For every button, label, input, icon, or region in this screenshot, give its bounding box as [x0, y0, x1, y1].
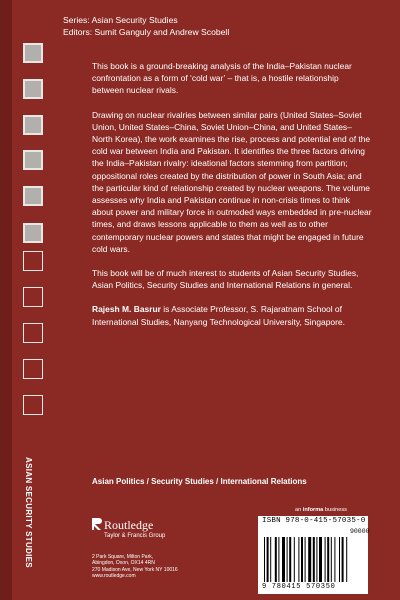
informa-suffix: business [323, 507, 347, 513]
filled-square-icon [23, 150, 43, 170]
editors-line: Editors: Sumit Ganguly and Andrew Scobell [63, 27, 230, 37]
spine-series-title: ASIAN SECURITY STUDIES [24, 457, 33, 568]
address-line: www.routledge.com [92, 573, 136, 580]
outline-square-icon [23, 359, 43, 379]
outline-square-icon [23, 395, 43, 415]
barcode-icon [264, 537, 362, 582]
cover-edge-strip [0, 0, 12, 600]
publisher-group: Taylor & Francis Group [104, 533, 166, 539]
outline-square-icon [23, 287, 43, 307]
author-bio-text: is Associate Professor, S. Rajaratnam School of International Studies, Nanyang Technological University, Singapore. [92, 304, 345, 327]
price-code: 90000 [350, 528, 370, 535]
blurb-paragraph-2: Drawing on nuclear rivalries between similar pairs (United States–Soviet Union, United States–China, Soviet Union–China, and United States–North Korea), the work examines the rise, process and potential end of the cold war between India and Pakistan. It identifies the three factors driving the India–Pakistan rivalry: ideational factors stemming from partition; oppositional roles created by the distribution of power in South Asia; and the particular kind of relationship created by nuclear weapons. The volume assesses why India and Pakistan continue in non-crisis times to think about power and military force in outmoded ways embedded in pre-nuclear times, and draws lessons applicable to them as well as to other contemporary nuclear powers and states that might be engaged in future cold wars. [92, 109, 372, 254]
informa-business-tag [295, 507, 347, 513]
blurb-paragraph-1: This book is a ground-breaking analysis of the India–Pakistan nuclear confrontation as a form of ‘cold war’ – that is, a hostile relationship between nuclear rivals. [92, 61, 352, 96]
author-bio [92, 303, 372, 327]
isbn-barcode-panel [258, 516, 368, 594]
filled-square-icon [23, 186, 43, 206]
outline-square-icon [23, 251, 43, 271]
address-line: 2 Park Square, Milton Park, [92, 554, 154, 560]
filled-square-icon [23, 43, 43, 63]
address-line: Abingdon, Oxon, OX14 4RN [92, 560, 155, 567]
routledge-logo-icon [91, 517, 103, 531]
series-line: Series: Asian Security Studies [63, 15, 178, 25]
blurb-paragraph-3: This book will be of much interest to students of Asian Security Studies, Asian Politics, Security Studies and International Relations in general. [92, 268, 359, 291]
barcode-digits: 9 780415 570350 [262, 583, 336, 591]
outline-square-icon [23, 323, 43, 343]
isbn-label: ISBN 978-0-415-57035-0 [262, 517, 366, 525]
publisher-address [92, 554, 178, 580]
filled-square-icon [23, 79, 43, 99]
author-name: Rajesh M. Basrur [92, 304, 161, 315]
informa-brand: informa [302, 507, 324, 513]
publisher-name: Routledge [104, 518, 154, 532]
series-info [63, 14, 229, 38]
filled-square-icon [23, 115, 43, 135]
blurb [92, 60, 372, 340]
filled-square-icon [23, 223, 43, 243]
address-line: 270 Madison Ave, New York NY 10016 [92, 566, 178, 573]
informa-prefix: an [295, 507, 303, 513]
subject-categories: Asian Politics / Security Studies / International Relations [92, 477, 307, 486]
